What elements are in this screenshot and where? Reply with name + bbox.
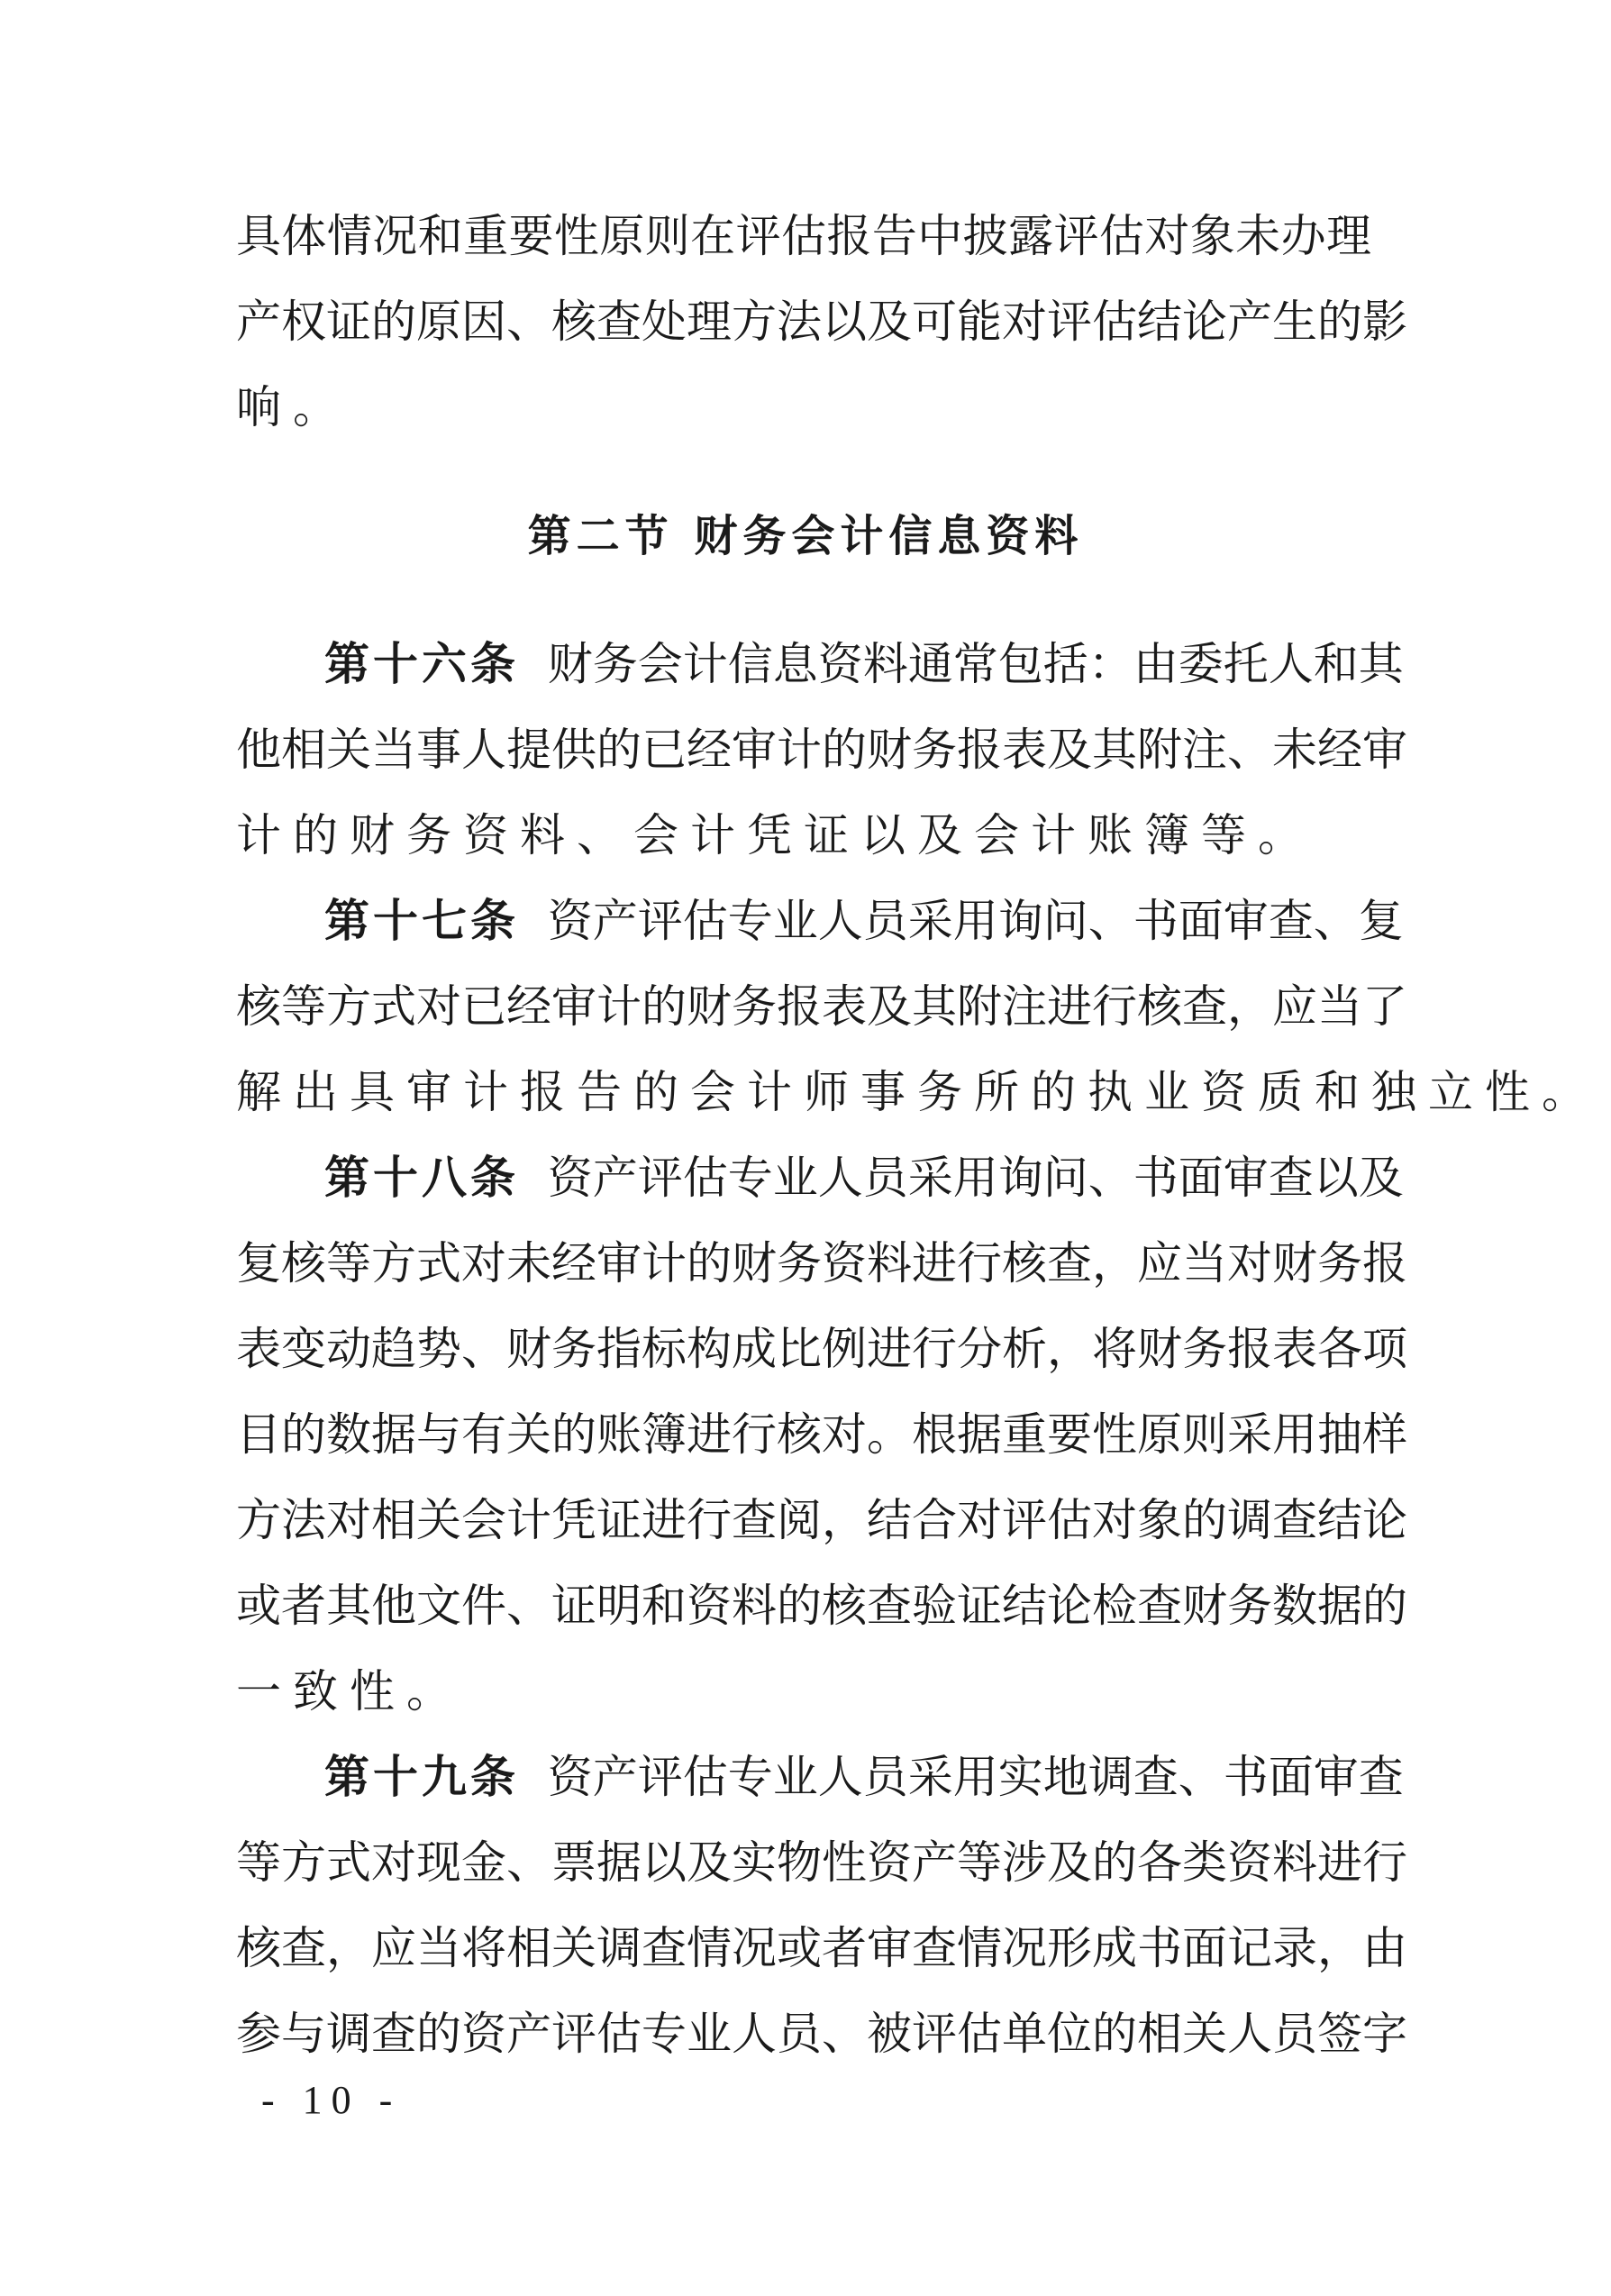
paragraph-line: 解出具审计报告的会计师事务所的执业资质和独立性。 bbox=[236, 1066, 1598, 1118]
article-first-line bbox=[324, 637, 1404, 691]
article-text: 资产评估专业人员采用询问、书面审查、复 bbox=[547, 895, 1404, 947]
paragraph-line: 产权证的原因、核查处理方法以及可能对评估结论产生的影 bbox=[236, 296, 1407, 348]
paragraph-line: 或者其他文件、证明和资料的核查验证结论检查财务数据的 bbox=[236, 1580, 1407, 1632]
article-text: 资产评估专业人员采用实地调查、书面审查 bbox=[547, 1751, 1404, 1803]
page-number: - 10 - bbox=[261, 2078, 402, 2122]
section-heading: 第二节 财务会计信息资料 bbox=[527, 511, 1084, 561]
article-label: 第十九条 bbox=[324, 1751, 519, 1803]
article-first-line bbox=[324, 1750, 1404, 1804]
paragraph-line: 他相关当事人提供的已经审计的财务报表及其附注、未经审 bbox=[236, 724, 1407, 776]
article-text: 资产评估专业人员采用询问、书面审查以及 bbox=[547, 1152, 1404, 1204]
paragraph-line: 具体情况和重要性原则在评估报告中披露评估对象未办理 bbox=[236, 210, 1371, 262]
article-label: 第十六条 bbox=[324, 638, 519, 690]
paragraph-line: 核查，应当将相关调查情况或者审查情况形成书面记录，由 bbox=[236, 1922, 1407, 1974]
paragraph-line: 响。 bbox=[236, 381, 350, 433]
paragraph-line: 等方式对现金、票据以及实物性资产等涉及的各类资料进行 bbox=[236, 1836, 1407, 1889]
paragraph-line: 表变动趋势、财务指标构成比例进行分析，将财务报表各项 bbox=[236, 1323, 1407, 1375]
paragraph-line: 方法对相关会计凭证进行查阅，结合对评估对象的调查结论 bbox=[236, 1494, 1407, 1546]
article-text: 财务会计信息资料通常包括：由委托人和其 bbox=[547, 638, 1404, 690]
paragraph-line: 一致性。 bbox=[236, 1665, 463, 1717]
paragraph-line: 核等方式对已经审计的财务报表及其附注进行核查，应当了 bbox=[236, 980, 1407, 1033]
paragraph-line: 目的数据与有关的账簿进行核对。根据重要性原则采用抽样 bbox=[236, 1408, 1407, 1461]
article-first-line bbox=[324, 1151, 1404, 1205]
paragraph-line: 复核等方式对未经审计的财务资料进行核查，应当对财务报 bbox=[236, 1237, 1407, 1289]
paragraph-line: 计的财务资料、会计凭证以及会计账簿等。 bbox=[236, 809, 1315, 861]
article-first-line bbox=[324, 894, 1404, 948]
paragraph-line: 参与调查的资产评估专业人员、被评估单位的相关人员签字 bbox=[236, 2008, 1407, 2060]
article-label: 第十七条 bbox=[324, 895, 519, 947]
article-label: 第十八条 bbox=[324, 1152, 519, 1204]
